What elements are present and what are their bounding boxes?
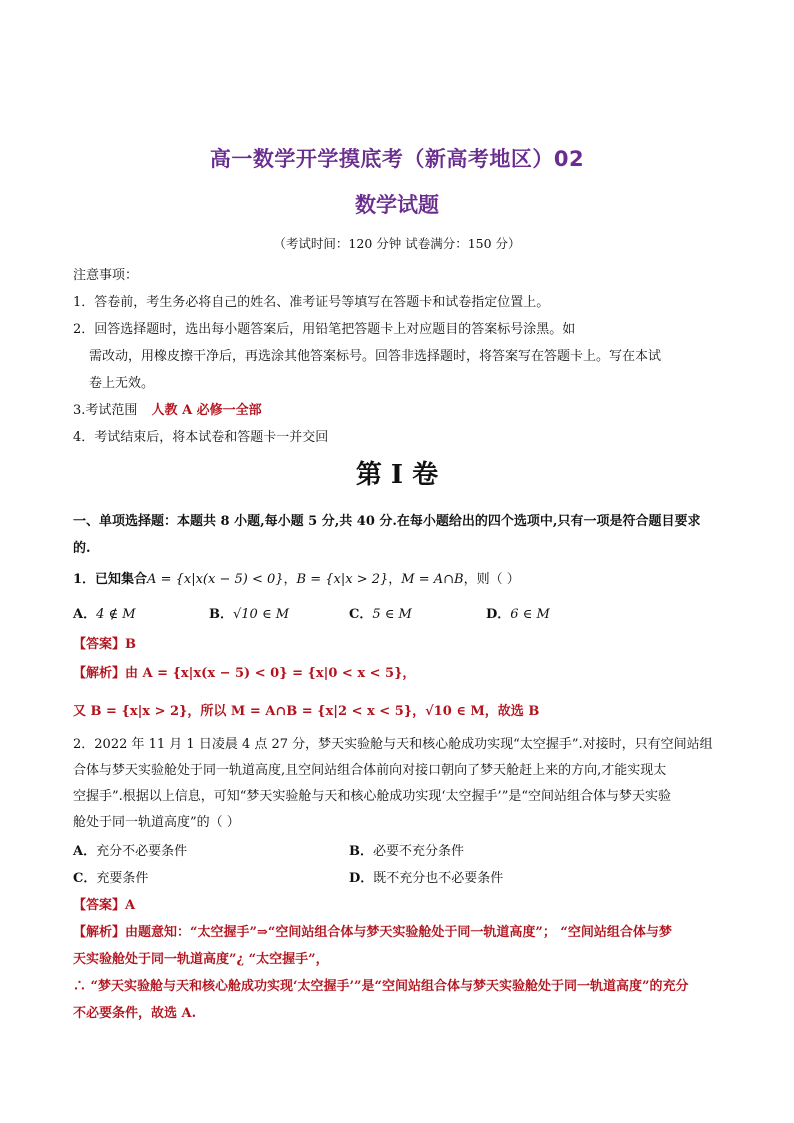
q2-option-b-label: B． [349,844,373,859]
q2-option-c [73,867,148,886]
q2-option-b [349,840,464,859]
q1-set-a: A = {x|x(x − 5) < 0} [147,572,284,587]
q2-analysis-line-1 [73,921,672,940]
q1-option-a [73,603,136,622]
q2-stem-4: 舱处于同一轨道高度”的（ ） [73,815,240,830]
q2-stem-3: 空握手”.根据以上信息，可知“梦天实验舱与天和核心舱成功实现‘太空握手’”是“空间站组合体与梦天实验 [73,789,671,804]
q2-option-a [73,840,187,859]
q1-analysis-line-2: 又 B = {x|x > 2}，所以 M = A∩B = {x|2 < x < 5}，√10 ∈ M，故选 B [73,704,540,719]
q2-answer [73,894,135,913]
exam-time-info: （考试时间：120 分钟 试卷满分：150 分） [273,236,521,251]
q1-answer-value: B [125,637,137,652]
q1-option-c [349,603,412,622]
q1-stem: 1．已知集合A = {x|x(x − 5) < 0}，B = {x|x > 2}，M = A∩B，则（ ） [73,572,520,587]
q1-answer-tag: 【答案】 [73,637,126,652]
q2-option-a-label: A． [73,844,97,859]
q1-option-d-value: 6 ∈ M [510,607,550,622]
q2-option-d-value: 既不充分也不必要条件 [373,871,504,886]
q1-stem-prefix: 1．已知集合 [73,572,148,587]
q1-option-a-label: A． [73,607,97,622]
q1-stem-suffix: ，则（ ） [463,572,520,587]
q2-analysis-line-3: ∴ “梦天实验舱与天和核心舱成功实现‘太空握手’”是“空间站组合体与梦天实验舱处于同一轨道高度”的充分 [73,979,689,994]
q2-option-d-label: D． [349,871,374,886]
q1-analysis-tag: 【解析】 [73,666,126,681]
q2-option-d [349,867,503,886]
notice-item-2a: 2．回答选择题时，选出每小题答案后，用铅笔把答题卡上对应题目的答案标号涂黑。如 [73,322,576,337]
notice-item-1: 1．答卷前，考生务必将自己的姓名、准考证号等填写在答题卡和试卷指定位置上。 [73,295,550,310]
q1-option-b [209,603,289,622]
notice-heading: 注意事项： [73,268,139,283]
q1-option-d-label: D． [486,607,511,622]
notice-item-3 [73,399,262,418]
q1-option-a-value: 4 ∉ M [96,607,136,622]
q2-answer-value: A [125,898,136,913]
q1-analysis-line-1 [73,662,415,681]
q2-option-b-value: 必要不充分条件 [373,844,465,859]
q2-analysis-line-4: 不必要条件，故选 A. [73,1006,197,1021]
q2-analysis-tag: 【解析】 [73,925,126,940]
q2-option-c-label: C． [73,871,97,886]
q2-option-c-value: 充要条件 [96,871,149,886]
notice-item-3-label: 3.考试范围 [73,403,138,418]
q1-option-d [486,603,550,622]
q1-option-c-label: C． [349,607,373,622]
part1-intro-a: 一、单项选择题：本题共 8 小题,每小题 5 分,共 40 分.在每小题给出的四个选项中,只有一项是符合题目要求 [73,514,701,529]
q2-option-a-value: 充分不必要条件 [96,844,188,859]
q2-analysis-1: 由题意知：“太空握手”⇒“空间站组合体与梦天实验舱处于同一轨道高度”； “空间站组合体与梦 [125,925,672,940]
notice-item-2b: 需改动，用橡皮擦干净后，再选涂其他答案标号。回答非选择题时，将答案写在答题卡上。写在本试 [89,349,662,364]
q2-analysis-line-2: 天实验舱处于同一轨道高度”¿ “太空握手”， [73,952,329,967]
section-heading: 第 I 卷 [355,460,439,490]
q1-answer [73,633,136,652]
page-subtitle: 数学试题 [355,193,439,217]
page-title: 高一数学开学摸底考（新高考地区）02 [209,147,585,171]
q1-option-b-value: √10 ∈ M [233,607,290,622]
q1-option-b-label: B． [209,607,233,622]
notice-item-2c: 卷上无效。 [89,376,155,391]
q1-analysis-1: 由 A = {x|x(x − 5) < 0} = {x|0 < x < 5}， [125,666,416,681]
notice-item-4: 4．考试结束后，将本试卷和答题卡一并交回 [73,430,329,445]
q1-set-b: B = {x|x > 2} [296,572,389,587]
part1-intro-b: 的. [73,541,91,556]
q1-set-m: M = A∩B [401,572,464,587]
q2-stem-2: 合体与梦天实验舱处于同一轨道高度,且空间站组合体前向对接口朝向了梦天舱赶上来的方向,才能实现太 [73,763,667,778]
q2-stem-1: 2．2022 年 11 月 1 日凌晨 4 点 27 分，梦天实验舱与天和核心舱成功实现“太空握手”.对接时，只有空间站组 [73,737,713,752]
q1-option-c-value: 5 ∈ M [372,607,412,622]
q2-answer-tag: 【答案】 [73,898,126,913]
exam-scope: 人教 A 必修一全部 [151,403,262,418]
